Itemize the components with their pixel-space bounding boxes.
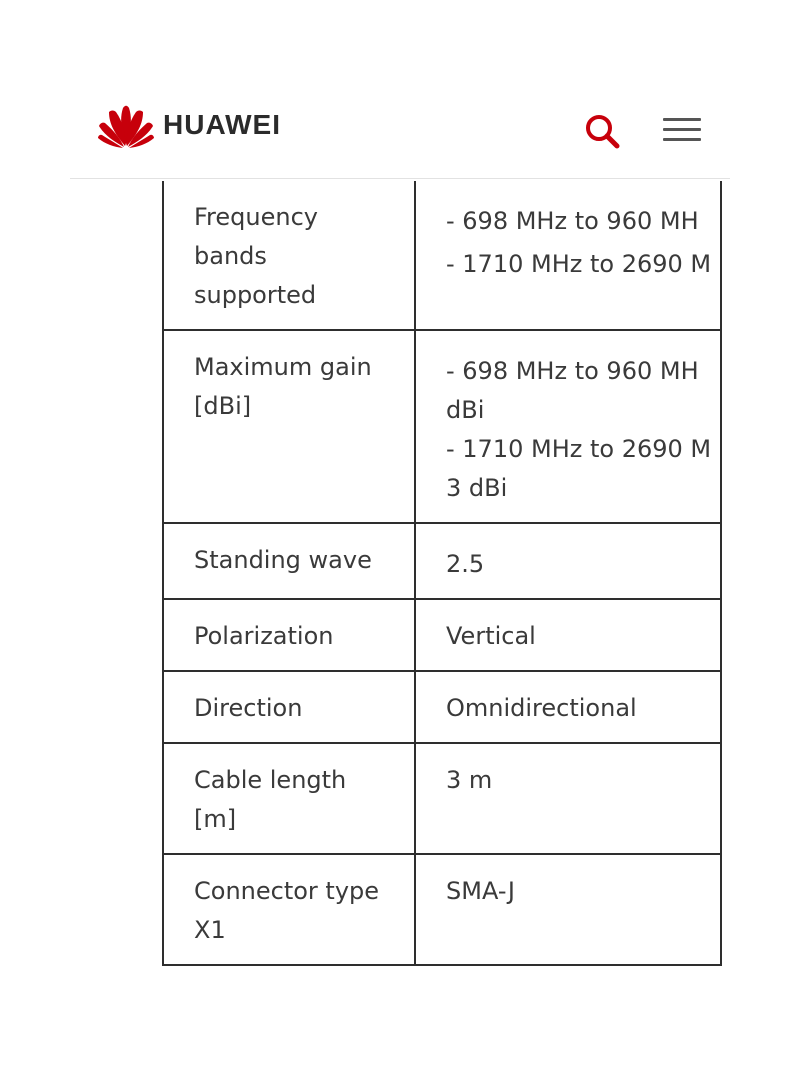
- huawei-petal-logo-icon: [97, 102, 155, 148]
- spec-value: [415, 854, 721, 965]
- spec-value: [415, 330, 721, 523]
- search-icon: [583, 112, 623, 152]
- hamburger-menu-button[interactable]: [663, 118, 703, 146]
- spec-value: [415, 523, 721, 599]
- spec-label: Maximum gain [dBi]: [163, 330, 415, 523]
- spec-value-line: Omnidirectional: [446, 694, 637, 722]
- spec-label: Cable length [m]: [163, 743, 415, 854]
- spec-value-line: - 698 MHz to 960 MH: [446, 357, 699, 385]
- spec-value-line: - 1710 MHz to 2690 M: [446, 435, 712, 463]
- specs-table-scroll[interactable]: [162, 181, 712, 1011]
- spec-value-line: 3 dBi: [446, 474, 508, 502]
- spec-value: [415, 599, 721, 671]
- menu-bar: [663, 128, 701, 131]
- menu-bar: [663, 118, 701, 121]
- spec-value: [415, 671, 721, 743]
- table-row: [163, 743, 721, 854]
- search-button[interactable]: [583, 112, 623, 152]
- spec-label: Standing wave: [163, 523, 415, 599]
- spec-label: Direction: [163, 671, 415, 743]
- site-header: [70, 80, 730, 179]
- spec-value-line: - 698 MHz to 960 MH: [446, 207, 699, 235]
- spec-value-line: 2.5: [446, 550, 485, 578]
- table-row: [163, 181, 721, 330]
- brand-logo[interactable]: [97, 102, 281, 148]
- spec-value: [415, 181, 721, 330]
- spec-value-line: 3 m: [446, 766, 493, 794]
- table-row: [163, 599, 721, 671]
- spec-label: Connector type X1: [163, 854, 415, 965]
- table-row: [163, 854, 721, 965]
- specs-table: [162, 181, 722, 966]
- spec-value-line: SMA-J: [446, 877, 515, 905]
- menu-bar: [663, 138, 701, 141]
- spec-label: Frequency bands supported: [163, 181, 415, 330]
- table-row: [163, 523, 721, 599]
- spec-value: [415, 743, 721, 854]
- brand-name: HUAWEI: [163, 109, 281, 140]
- spec-label: Polarization: [163, 599, 415, 671]
- table-row: [163, 671, 721, 743]
- spec-value-line: Vertical: [446, 622, 536, 650]
- spec-value-line: dBi: [446, 396, 485, 424]
- table-row: [163, 330, 721, 523]
- spec-value-line: - 1710 MHz to 2690 M: [446, 250, 712, 278]
